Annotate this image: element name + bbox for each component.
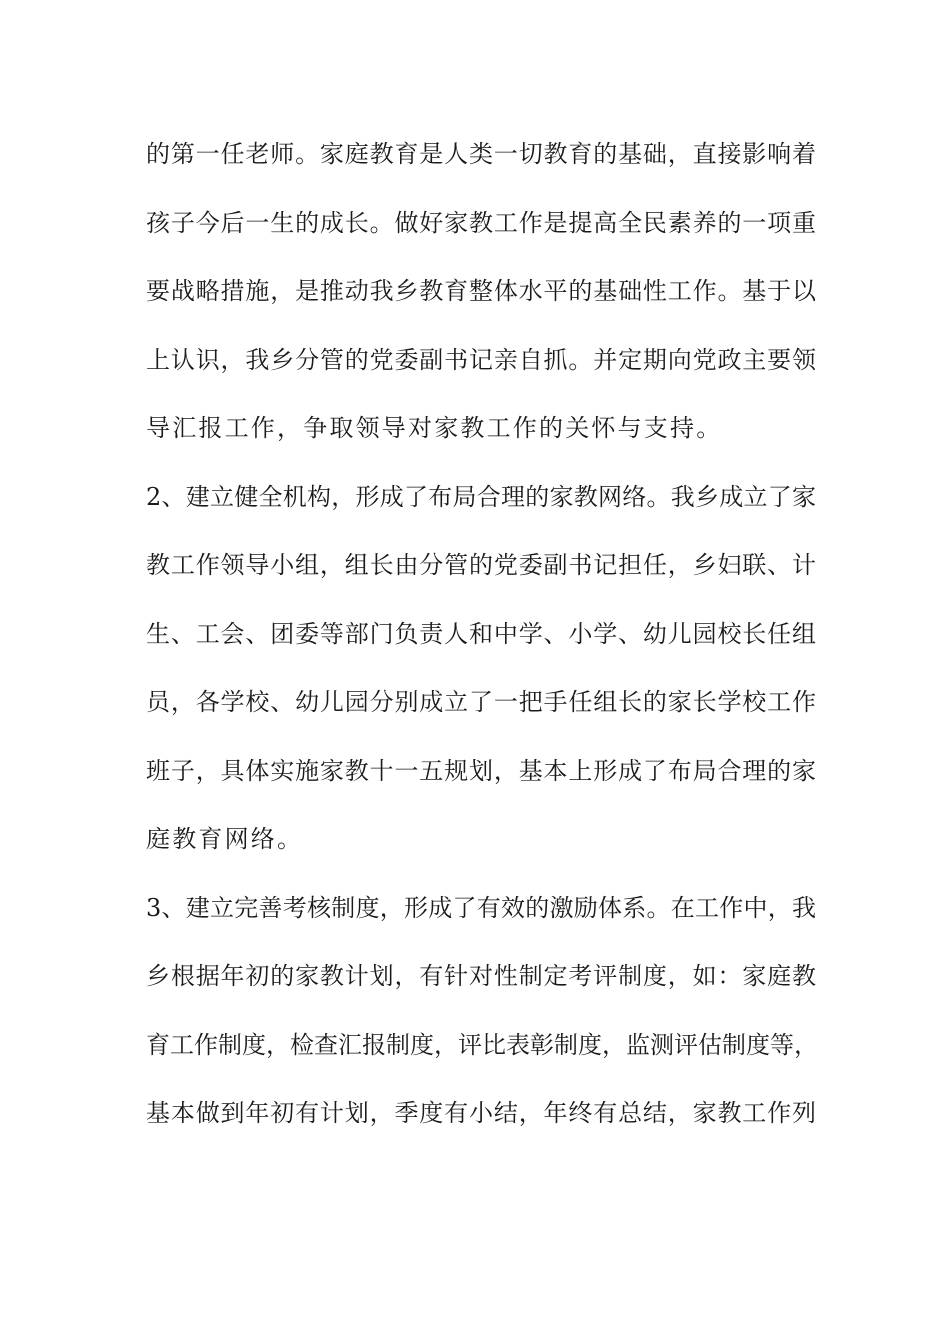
text-line: 要战略措施，是推动我乡教育整体水平的基础性工作。基于以 [146,277,816,305]
text-line: 基本做到年初有计划，季度有小结，年终有总结，家教工作列 [146,1099,816,1127]
text-line: 庭教育网络。 [146,825,304,853]
text-line: 3、建立完善考核制度，形成了有效的激励体系。在工作中，我 [146,893,816,922]
text-line: 员，各学校、幼儿园分别成立了一把手任组长的家长学校工作 [146,688,816,716]
text-line: 2、建立健全机构，形成了布局合理的家教网络。我乡成立了家 [146,482,816,511]
body-text [146,126,816,1154]
text-line: 乡根据年初的家教计划，有针对性制定考评制度，如：家庭教 [146,962,816,990]
text-line: 的第一任老师。家庭教育是人类一切教育的基础，直接影响着 [146,140,816,168]
text-line: 导汇报工作，争取领导对家教工作的关怀与支持。 [146,414,723,442]
text-line: 教工作领导小组，组长由分管的党委副书记担任，乡妇联、计 [146,551,816,579]
text-line: 生、工会、团委等部门负责人和中学、小学、幼儿园校长任组 [146,619,816,648]
text-line: 班子，具体实施家教十一五规划，基本上形成了布局合理的家 [146,756,816,785]
text-line: 育工作制度，检查汇报制度，评比表彰制度，监测评估制度等， [146,1030,818,1059]
text-line: 孩子今后一生的成长。做好家教工作是提高全民素养的一项重 [146,208,816,237]
text-line: 上认识，我乡分管的党委副书记亲自抓。并定期向党政主要领 [146,345,816,374]
